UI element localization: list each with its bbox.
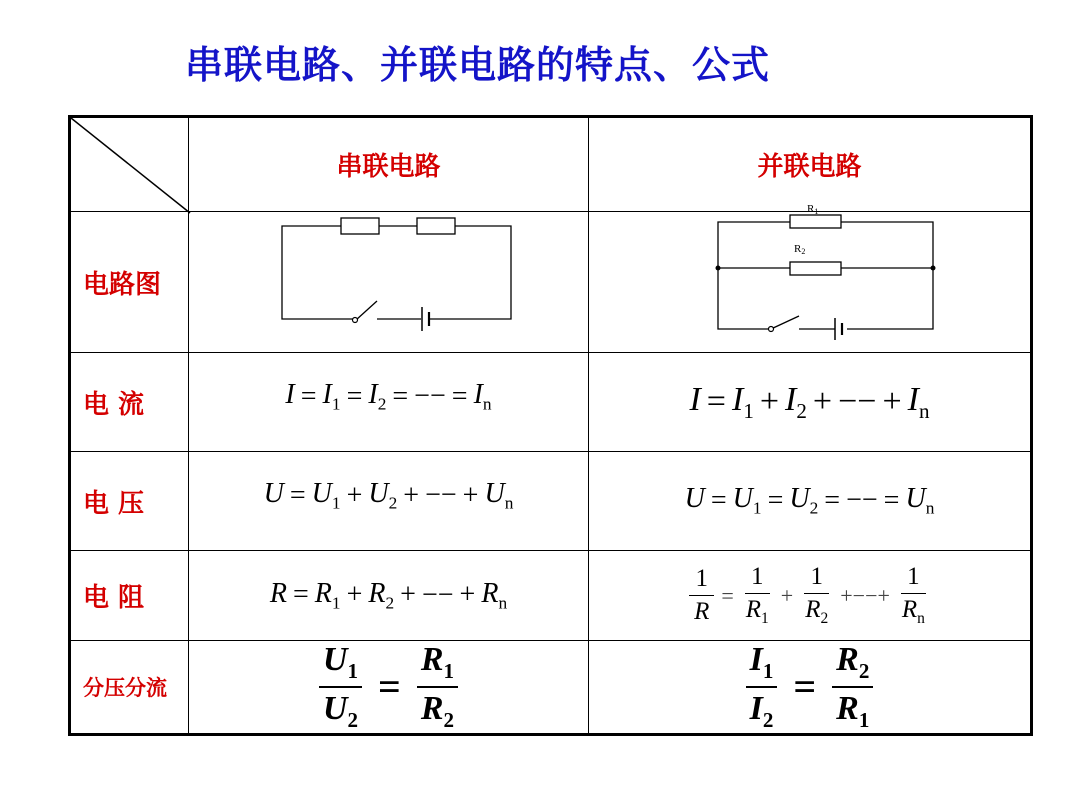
switch bbox=[771, 316, 799, 329]
series-circuit-cell bbox=[189, 212, 589, 353]
parallel-divider-formula: $\frac{I_1}{I_2}$ = $\frac{R_2}{R_1}$ bbox=[589, 641, 1030, 733]
series-voltage-cell bbox=[189, 452, 589, 551]
series-resistance-formula: $R = R_1 + R_2$ + −− + $R_n$ bbox=[269, 577, 508, 613]
series-circuit-diagram bbox=[189, 212, 589, 353]
row-label-diagram: 电路图 bbox=[70, 212, 189, 353]
parallel-current-cell bbox=[589, 353, 1032, 452]
page-title: 串联电路、并联电路的特点、公式 bbox=[185, 43, 771, 87]
voltage-row bbox=[70, 452, 1032, 551]
resistor-1 bbox=[341, 218, 379, 234]
parallel-resistance-formula: $\frac{1}{R}$ = $\frac{1}{R_1}$ + $\frac{1}{R_2}$ +−−+ $\frac{1}{R_n}$ bbox=[589, 551, 1030, 640]
resistance-row bbox=[70, 551, 1032, 641]
parallel-resistance-cell bbox=[589, 551, 1032, 641]
parallel-voltage-formula: $U = U_1 = U_2$ = −− = $U_n$ bbox=[684, 483, 935, 518]
row-label-divider: 分压分流 bbox=[70, 641, 189, 735]
junction-right bbox=[931, 266, 936, 271]
parallel-divider-cell bbox=[589, 641, 1032, 735]
corner-cell bbox=[70, 117, 189, 212]
parallel-voltage-cell bbox=[589, 452, 1032, 551]
divider-row bbox=[70, 641, 1032, 735]
row-label-current: 电 流 bbox=[70, 353, 189, 452]
series-divider-formula: $\frac{U_1}{U_2}$ = $\frac{R_1}{R_2}$ bbox=[189, 641, 588, 733]
formula-table bbox=[68, 115, 1033, 736]
current-row bbox=[70, 353, 1032, 452]
series-voltage-formula: $U = U_1 + U_2$ + −− + $U_n$ bbox=[263, 478, 514, 513]
header-row bbox=[70, 117, 1032, 212]
diagonal-divider bbox=[71, 118, 190, 213]
junction-left bbox=[716, 266, 721, 271]
resistor-r2 bbox=[790, 262, 841, 275]
column-header-series: 串联电路 bbox=[189, 117, 589, 212]
row-label-voltage: 电 压 bbox=[70, 452, 189, 551]
row-label-resistance: 电 阻 bbox=[70, 551, 189, 641]
label-r1: R1 bbox=[807, 203, 819, 216]
column-header-parallel: 并联电路 bbox=[589, 117, 1032, 212]
diagram-row bbox=[70, 212, 1032, 353]
series-current-cell bbox=[189, 353, 589, 452]
series-divider-cell bbox=[189, 641, 589, 735]
series-current-formula: $I = I_1 = I_2$ = −− = $I_n$ bbox=[285, 379, 492, 414]
parallel-circuit-diagram bbox=[589, 203, 1032, 353]
label-r2: R2 bbox=[794, 243, 806, 256]
parallel-circuit-cell bbox=[589, 203, 1032, 353]
switch bbox=[356, 301, 377, 320]
resistor-r1 bbox=[790, 215, 841, 228]
series-resistance-cell bbox=[189, 551, 589, 641]
parallel-current-formula: $I = I_1 + I_2$ + −− + $I_n$ bbox=[689, 380, 930, 423]
resistor-2 bbox=[417, 218, 455, 234]
